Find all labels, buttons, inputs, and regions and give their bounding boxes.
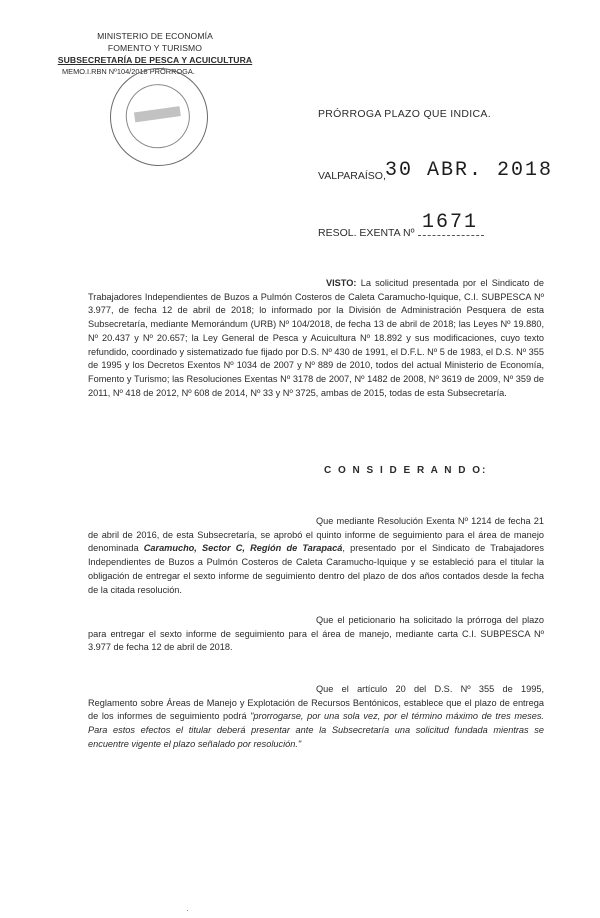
document-subject: PRÓRROGA PLAZO QUE INDICA. bbox=[318, 108, 491, 120]
considerando-paragraph-2: Que el peticionario ha solicitado la prórroga del plazo para entregar el sexto informe de seguimiento para el área de manejo, mediante carta C.I. SUBPESCA Nº 3.977 de fecha 12 de abril de 2018. bbox=[88, 615, 544, 653]
c1-text-2: , presentado por el Sindicato de Trabajadores Independientes de Buzos a Pulmón Costeros de Caleta Caramucho-Iquique y se estableció para el titular la obligación de entregar el sexto informe de seguimiento dentro del plazo de dos años contados desde la fecha de la citada resolución. bbox=[88, 543, 544, 595]
document-date: 30 ABR. 2018 bbox=[385, 159, 554, 182]
place-label: VALPARAÍSO, bbox=[318, 170, 386, 182]
considerando-paragraph-1 bbox=[88, 515, 544, 597]
c1-text-1: Que mediante Resolución Exenta Nº 1214 de fecha 21 de abril de 2016, de esta Subsecretaría, se aprobó el quinto informe de seguimiento para el área de manejo denominada bbox=[88, 516, 544, 554]
subsecretary-line: SUBSECRETARÍA DE PESCA Y ACUICULTURA bbox=[57, 55, 253, 65]
resolution-underline bbox=[418, 235, 484, 236]
ministry-subline: FOMENTO Y TURISMO bbox=[107, 43, 203, 53]
visto-paragraph bbox=[88, 277, 544, 400]
page-mark: · bbox=[186, 905, 189, 915]
considerando-paragraph-3 bbox=[88, 683, 544, 752]
ministry-line: MINISTERIO DE ECONOMÍA bbox=[97, 31, 213, 41]
considerando-heading: C O N S I D E R A N D O: bbox=[324, 465, 488, 476]
memo-reference: MEMO.I.RBN Nº104/2018 PRÓRROGA. bbox=[62, 67, 195, 76]
resolution-number: 1671 bbox=[422, 211, 479, 234]
c1-area-name: Caramucho, Sector C, Región de Tarapacá bbox=[143, 543, 343, 554]
visto-text: La solicitud presentada por el Sindicato de Trabajadores Independientes de Buzos a Pulmón Costeros de Caleta Caramucho-Iquique, C.I. SUBPESCA Nº 3.977, de fecha 12 de abril de 2018; lo informado por la División de Administración Pesquera de esta Subsecretaría, mediante Memorándum (URB) Nº 104/2018, de fecha 13 de abril de 2018; las Leyes Nº 19.880, Nº 20.437 y Nº 20.657; la Ley General de Pesca y Acuicultura Nº 18.892 y sus modificaciones, cuyo texto refundido, coordinado y sistematizado fue fijado por D.S. Nº 430 de 1991, el D.F.L. Nº 5 de 1983, el D.S. Nº 355 de 1995 y los Decretos Exentos Nº 1034 de 2007 y Nº 889 de 2010, todos del actual Ministerio de Economía, Fomento y Turismo; las Resoluciones Exentas Nº 3178 de 2007, Nº 1482 de 2008, Nº 3619 de 2009, Nº 359 de 2011, Nº 418 de 2012, Nº 608 de 2014, Nº 33 y Nº 3725, ambas de 2015, todas de esta Subsecretaría. bbox=[88, 278, 544, 398]
c3-text: Que el artículo 20 del D.S. Nº 355 de 1995, Reglamento sobre Áreas de Manejo y Explotación de Recursos Bentónicos, establece que el plazo de entrega de los informes de seguimiento podrá bbox=[88, 684, 544, 722]
c3-quote: "prorrogarse, por una sola vez, por el término máximo de tres meses. Para estos efectos el titular deberá presentar ante la Subsecretaría una solicitud fundada mientras se encuentre vigente el plazo señalado por resolución." bbox=[88, 711, 544, 749]
resolution-label: RESOL. EXENTA Nº bbox=[318, 227, 415, 239]
visto-lead: VISTO: bbox=[326, 278, 357, 288]
